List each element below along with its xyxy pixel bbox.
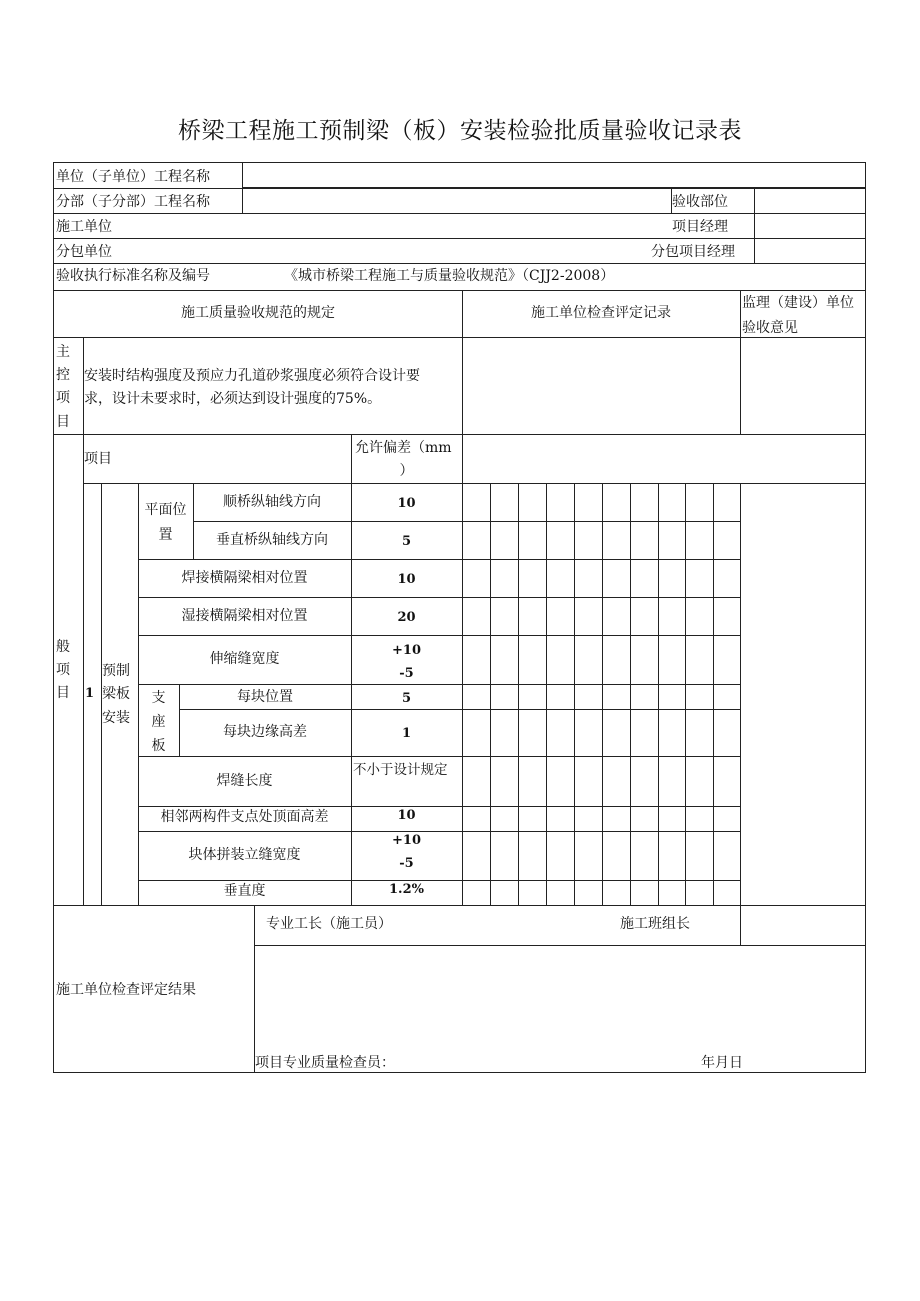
item-tolerance: 10	[397, 572, 416, 587]
item-tolerance: 5	[401, 534, 412, 549]
general-label: 项	[56, 662, 70, 678]
item-name: 垂直度	[223, 883, 266, 899]
main-control-label: 控	[56, 367, 70, 383]
col-divider	[83, 337, 84, 905]
plane-position-label: 平面位	[144, 502, 187, 518]
standard-label: 验收执行标准名称及编号	[56, 268, 210, 284]
result-label: 施工单位检查评定结果	[56, 982, 196, 998]
main-control-label: 主	[56, 344, 70, 360]
sub-project-label: 分部（子分部）工程名称	[56, 194, 210, 210]
item-name: 相邻两构件支点处顶面高差	[160, 809, 329, 825]
team-leader-label: 施工班组长	[620, 916, 690, 932]
item-tolerance: 1	[401, 726, 412, 741]
unit-project-label: 单位（子单位）工程名称	[56, 169, 210, 185]
main-control-label: 目	[56, 414, 70, 430]
col-divider	[630, 483, 631, 905]
record-column-header: 施工单位检查评定记录	[531, 305, 671, 321]
date-label: 年月日	[701, 1055, 743, 1071]
item-tolerance: -5	[399, 666, 414, 681]
item-name: 块体拼装立缝宽度	[188, 847, 301, 863]
item-tolerance: 不小于设计规定	[353, 762, 448, 778]
row-divider	[138, 635, 740, 636]
row-divider	[54, 434, 866, 435]
main-control-text: 求，设计未要求时，必须达到设计强度的75%。	[84, 391, 382, 407]
inspection-record-form	[53, 162, 866, 1073]
col-divider	[754, 188, 755, 263]
col-divider	[462, 434, 463, 905]
item-tolerance: +10	[392, 833, 421, 848]
row-divider	[138, 684, 740, 685]
supervision-header-line1: 监理（建设）单位	[742, 295, 854, 311]
row-divider	[54, 263, 866, 264]
item-header: 项目	[84, 451, 112, 467]
col-divider	[740, 290, 741, 434]
tolerance-header: ）	[399, 463, 414, 479]
spec-column-header: 施工质量验收规范的规定	[181, 305, 335, 321]
standard-name: 《城市桥梁工程施工与质量验收规范》（CJJ2-2008）	[284, 268, 615, 284]
row-divider	[254, 945, 866, 946]
item-name: 伸缩缝宽度	[209, 651, 280, 667]
col-divider	[242, 163, 243, 213]
item-tolerance: 20	[397, 610, 416, 625]
col-divider	[685, 483, 686, 905]
row-divider	[179, 709, 740, 710]
general-label: 般	[56, 639, 70, 655]
col-divider	[602, 483, 603, 905]
category-label: 梁板	[102, 686, 130, 702]
item-name: 顺桥纵轴线方向	[223, 494, 321, 510]
row-divider	[138, 597, 740, 598]
foreman-label: 专业工长（施工员）	[266, 916, 392, 932]
item-name: 湿接横隔梁相对位置	[181, 608, 308, 624]
item-name: 焊缝长度	[216, 773, 273, 789]
inspector-label: 项目专业质量检查员：	[255, 1055, 395, 1071]
item-tolerance: 10	[397, 808, 416, 823]
main-control-text: 安装时结构强度及预应力孔道砂浆强度必须符合设计要	[84, 368, 420, 384]
bearing-plate-label: 支	[151, 690, 166, 706]
acceptance-part-label: 验收部位	[672, 194, 728, 210]
row-divider	[54, 290, 866, 291]
col-divider	[740, 905, 741, 945]
item-name: 焊接横隔梁相对位置	[181, 570, 308, 586]
plane-position-label: 置	[158, 527, 173, 543]
project-manager-label: 项目经理	[672, 219, 728, 235]
item-name: 垂直桥纵轴线方向	[216, 532, 328, 548]
row-divider	[138, 756, 740, 757]
row-divider	[83, 483, 866, 484]
bearing-plate-label: 板	[151, 738, 166, 754]
row-divider	[54, 213, 866, 214]
subcontract-unit-label: 分包单位	[56, 244, 112, 260]
col-divider	[546, 483, 547, 905]
subcontract-manager-label: 分包项目经理	[651, 244, 735, 260]
item-number: 1	[85, 686, 95, 701]
item-tolerance: 5	[401, 691, 412, 706]
col-divider	[740, 483, 741, 905]
category-label: 安装	[102, 710, 130, 726]
supervision-header-line2: 验收意见	[742, 320, 798, 336]
col-divider	[254, 905, 255, 1073]
item-tolerance: +10	[392, 643, 421, 658]
item-name: 每块位置	[237, 689, 293, 705]
category-label: 预制	[102, 663, 130, 679]
col-divider	[518, 483, 519, 905]
general-label: 目	[56, 685, 70, 701]
col-divider	[658, 483, 659, 905]
main-control-label: 项	[56, 390, 70, 406]
form-title: 桥梁工程施工预制梁（板）安装检验批质量验收记录表	[178, 118, 742, 144]
row-divider	[54, 238, 866, 239]
tolerance-header: 允许偏差（mm	[355, 440, 452, 456]
item-tolerance: 1.2%	[389, 882, 424, 897]
col-divider	[490, 483, 491, 905]
col-divider	[713, 483, 714, 905]
col-divider	[574, 483, 575, 905]
item-tolerance: -5	[399, 856, 414, 871]
item-name: 每块边缘高差	[223, 724, 307, 740]
bearing-plate-label: 座	[151, 714, 166, 730]
row-divider	[54, 905, 866, 906]
item-tolerance: 10	[397, 496, 416, 511]
construction-unit-label: 施工单位	[56, 219, 112, 235]
row-divider	[138, 559, 740, 560]
row-divider	[54, 188, 866, 189]
